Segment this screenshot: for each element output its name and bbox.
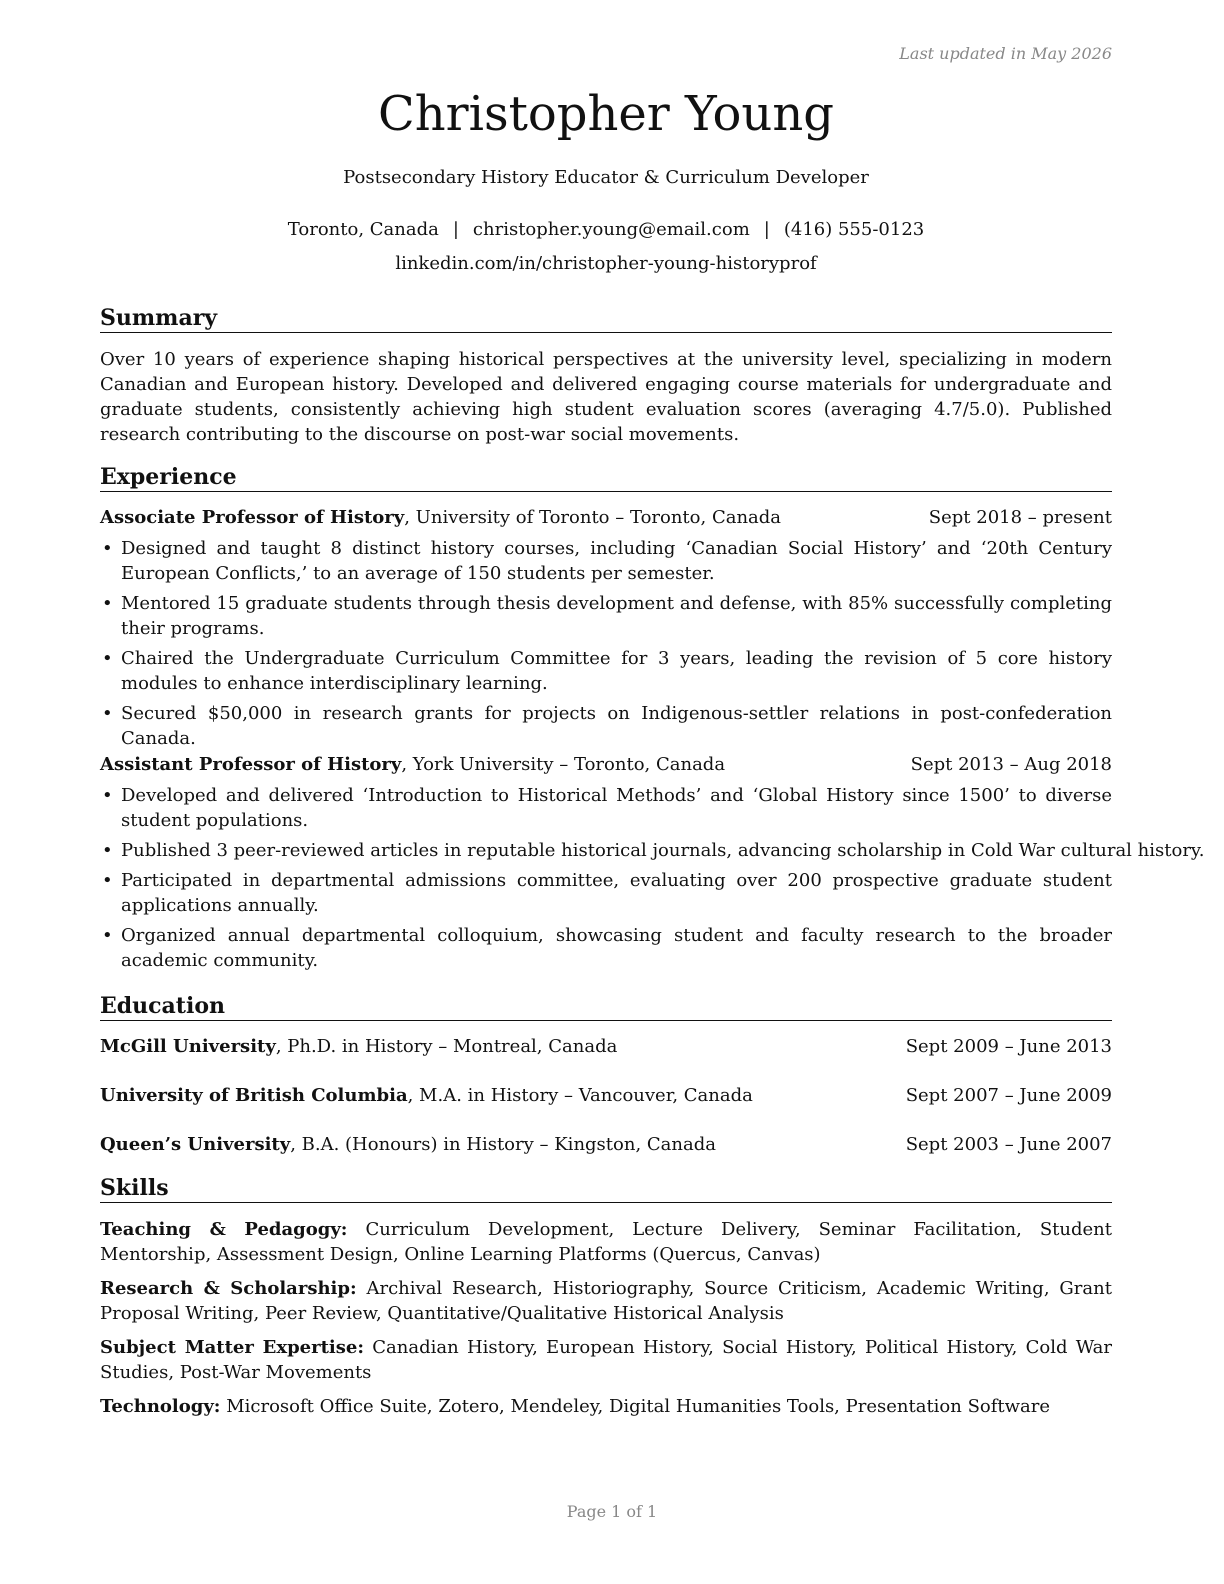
- section-title-skills: Skills: [100, 1175, 1112, 1203]
- job-bullets: [100, 536, 1112, 756]
- skill-label: Research & Scholarship:: [100, 1278, 357, 1299]
- education-dates: Sept 2007 – June 2009: [905, 1085, 1112, 1106]
- skill-row: [100, 1394, 1112, 1419]
- section-title-education: Education: [100, 993, 1112, 1021]
- job-bullet: • Participated in departmental admissions committee, evaluating over 200 prospective graduate student applications annually.: [100, 868, 1112, 918]
- job-header: [100, 754, 1112, 779]
- education-school: University of British Columbia: [100, 1085, 408, 1106]
- education-school: Queen’s University: [100, 1134, 291, 1155]
- contact-email[interactable]: christopher.young@email.com: [472, 219, 750, 240]
- summary-text: Over 10 years of experience shaping historical perspectives at the university level, specializing in modern Canadian and European history. Developed and delivered engaging course materials for undergraduate and graduate students, consistently achieving high student evaluation scores (averaging 4.7/5.0). Published research contributing to the discourse on post-war social movements.: [100, 349, 1112, 445]
- job-role: Associate Professor of History: [100, 507, 405, 528]
- skill-row: [100, 1335, 1112, 1385]
- last-updated-note: Last updated in May 2026: [899, 44, 1112, 63]
- job-org: , University of Toronto – Toronto, Canada: [404, 507, 782, 528]
- job-bullet: • Organized annual departmental colloquium, showcasing student and faculty research to the broader academic community.: [100, 923, 1112, 973]
- skill-label: Technology:: [100, 1396, 221, 1417]
- job-dates: Sept 2013 – Aug 2018: [910, 754, 1112, 775]
- job-dates: Sept 2018 – present: [928, 507, 1112, 528]
- job-bullet: • Mentored 15 graduate students through thesis development and defense, with 85% successfully completing their programs.: [100, 591, 1112, 641]
- job-header: [100, 507, 1112, 532]
- job-bullet: • Developed and delivered ‘Introduction to Historical Methods’ and ‘Global History since 1500’ to diverse student populations.: [100, 783, 1112, 833]
- education-item: [100, 1134, 1112, 1159]
- education-degree: , M.A. in History – Vancouver, Canada: [407, 1085, 753, 1106]
- education-degree: , Ph.D. in History – Montreal, Canada: [275, 1036, 618, 1057]
- section-title-experience: Experience: [100, 464, 1112, 492]
- job-bullet: • Published 3 peer-reviewed articles in reputable historical journals, advancing scholarship in Cold War cultural history.: [100, 838, 1112, 863]
- section-title-summary: Summary: [100, 305, 1112, 333]
- candidate-name: Christopher Young: [378, 86, 834, 142]
- contact-linkedin[interactable]: linkedin.com/in/christopher-young-historyprof: [395, 253, 817, 274]
- skill-label: Subject Matter Expertise:: [100, 1337, 365, 1358]
- job-bullet: • Designed and taught 8 distinct history courses, including ‘Canadian Social History’ and ‘20th Century European Conflicts,’ to an average of 150 students per semester.: [100, 536, 1112, 586]
- skill-text: Curriculum Development, Lecture Delivery, Seminar Facilitation, Student Mentorship, Assessment Design, Online Learning Platforms (Quercus, Canvas): [100, 1219, 1112, 1265]
- skill-row: [100, 1217, 1112, 1267]
- skill-label: Teaching & Pedagogy:: [100, 1219, 348, 1240]
- job-org: , York University – Toronto, Canada: [401, 754, 726, 775]
- page-number: Page 1 of 1: [566, 1502, 658, 1521]
- job-bullet: • Chaired the Undergraduate Curriculum Committee for 3 years, leading the revision of 5 core history modules to enhance interdisciplinary learning.: [100, 646, 1112, 696]
- contact-location: Toronto, Canada: [287, 219, 439, 240]
- contact-separator: |: [452, 219, 459, 240]
- education-item: [100, 1085, 1112, 1110]
- job-bullets: [100, 783, 1205, 978]
- skill-row: [100, 1276, 1112, 1326]
- job-bullet: • Secured $50,000 in research grants for projects on Indigenous-settler relations in post-confederation Canada.: [100, 701, 1112, 751]
- job-role: Assistant Professor of History: [100, 754, 402, 775]
- education-dates: Sept 2003 – June 2007: [905, 1134, 1112, 1155]
- skill-text: Canadian History, European History, Social History, Political History, Cold War Studies, Post-War Movements: [100, 1337, 1113, 1383]
- education-item: [100, 1036, 1112, 1061]
- contact-separator: |: [763, 219, 770, 240]
- candidate-headline: Postsecondary History Educator & Curriculum Developer: [343, 167, 869, 188]
- contact-phone: (416) 555-0123: [783, 219, 925, 240]
- contact-line: [100, 219, 1112, 240]
- skill-text: Microsoft Office Suite, Zotero, Mendeley, Digital Humanities Tools, Presentation Software: [220, 1396, 1051, 1417]
- education-dates: Sept 2009 – June 2013: [905, 1036, 1112, 1057]
- education-school: McGill University: [100, 1036, 276, 1057]
- education-degree: , B.A. (Honours) in History – Kingston, Canada: [290, 1134, 716, 1155]
- skill-text: Archival Research, Historiography, Source Criticism, Academic Writing, Grant Proposal Writing, Peer Review, Quantitative/Qualitative Historical Analysis: [100, 1278, 1112, 1324]
